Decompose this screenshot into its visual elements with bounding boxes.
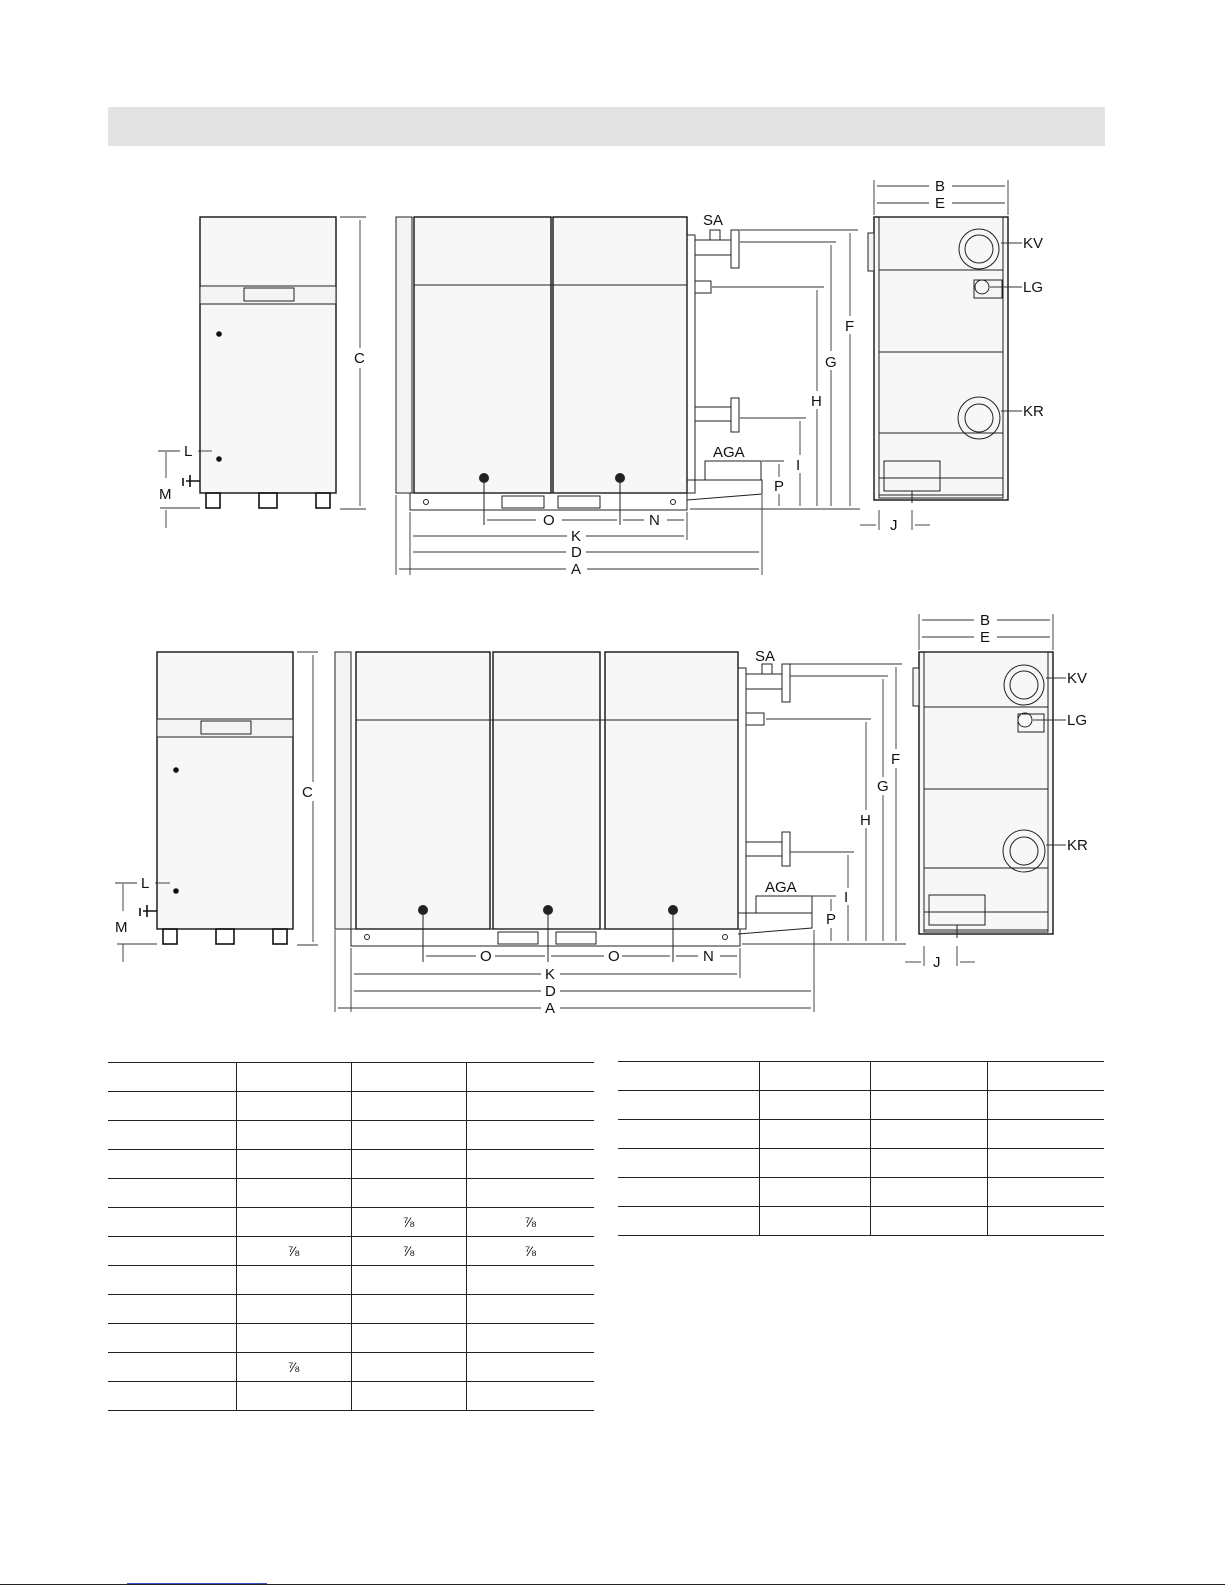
table-cell (870, 1178, 987, 1207)
dim-label: KR (1067, 837, 1088, 854)
dim-label: K (545, 966, 556, 983)
table-cell (987, 1120, 1104, 1149)
table-cell (108, 1179, 236, 1208)
table-row (108, 1324, 594, 1353)
dim-label: C (302, 784, 313, 801)
table-row (108, 1353, 594, 1382)
dim-label: H (811, 393, 822, 410)
table-cell (236, 1266, 351, 1295)
table-cell (466, 1121, 594, 1150)
table-cell (236, 1092, 351, 1121)
dim-label: AGA (765, 879, 797, 896)
table-cell: ⅞ (236, 1237, 351, 1266)
table-cell (870, 1062, 987, 1091)
table-cell (466, 1295, 594, 1324)
dim-label: L (184, 443, 193, 460)
dim-label: LG (1067, 712, 1088, 729)
table-cell (870, 1207, 987, 1236)
dim-label: M (159, 486, 172, 503)
table-row (618, 1149, 1104, 1178)
table-cell (351, 1266, 466, 1295)
dim-label: P (774, 478, 785, 495)
table-cell: ⅞ (236, 1353, 351, 1382)
table-cell (236, 1382, 351, 1411)
table-cell (987, 1062, 1104, 1091)
dim-label: N (703, 948, 714, 965)
table-row (108, 1266, 594, 1295)
table-cell (618, 1120, 759, 1149)
dim-label: A (571, 561, 582, 578)
dim-label: F (891, 751, 901, 768)
dim-label: O (480, 948, 492, 965)
table-cell (618, 1149, 759, 1178)
table-cell (236, 1063, 351, 1092)
table-row (108, 1179, 594, 1208)
dim-label: KV (1067, 670, 1088, 687)
table-cell (108, 1237, 236, 1266)
dim-label: M (115, 919, 128, 936)
table-row (618, 1178, 1104, 1207)
dim-label: E (935, 195, 946, 212)
dim-label: O (543, 512, 555, 529)
bottom-front-view (335, 652, 906, 1012)
table-row (618, 1062, 1104, 1091)
dim-label: D (571, 544, 582, 561)
dim-label: P (826, 911, 837, 928)
table-cell (236, 1295, 351, 1324)
table-cell (236, 1208, 351, 1237)
dim-label: B (935, 178, 946, 195)
table-cell (759, 1062, 870, 1091)
dim-label: SA (755, 648, 776, 665)
table-cell (351, 1150, 466, 1179)
top-rear-view (860, 180, 1022, 530)
table-cell (618, 1091, 759, 1120)
table-cell (351, 1092, 466, 1121)
table-cell (759, 1149, 870, 1178)
top-assembly (158, 178, 1044, 578)
table-cell (108, 1295, 236, 1324)
table-cell (466, 1353, 594, 1382)
table-cell (351, 1353, 466, 1382)
table-cell (351, 1179, 466, 1208)
table-row (618, 1091, 1104, 1120)
table-cell (351, 1382, 466, 1411)
table-row (108, 1237, 594, 1266)
table-cell (870, 1149, 987, 1178)
bottom-assembly (115, 612, 1088, 1017)
table-cell (466, 1382, 594, 1411)
table-cell (987, 1091, 1104, 1120)
dim-label: K (571, 528, 582, 545)
table-row (618, 1120, 1104, 1149)
dim-label: L (141, 875, 150, 892)
table-cell: ⅞ (466, 1208, 594, 1237)
table-cell (618, 1062, 759, 1091)
table-cell (108, 1150, 236, 1179)
table-cell (108, 1063, 236, 1092)
table-cell (466, 1150, 594, 1179)
table-body (108, 1063, 594, 1411)
top-front-view (396, 217, 860, 575)
table-row (108, 1092, 594, 1121)
dim-label: H (860, 812, 871, 829)
table-cell (108, 1266, 236, 1295)
dim-label: E (980, 629, 991, 646)
dim-label: G (877, 778, 889, 795)
table-cell (759, 1120, 870, 1149)
table-body (618, 1062, 1104, 1236)
table-row (108, 1063, 594, 1092)
dim-label: O (608, 948, 620, 965)
dim-label: N (649, 512, 660, 529)
table-cell (236, 1179, 351, 1208)
table-row (108, 1121, 594, 1150)
table-row (108, 1150, 594, 1179)
table-cell (618, 1207, 759, 1236)
table-cell (351, 1295, 466, 1324)
dimension-table-right (618, 1061, 1104, 1236)
table-row (108, 1208, 594, 1237)
table-cell (759, 1091, 870, 1120)
table-cell (870, 1120, 987, 1149)
table-cell (108, 1121, 236, 1150)
table-row (108, 1382, 594, 1411)
dim-label: LG (1023, 279, 1044, 296)
table-cell (351, 1324, 466, 1353)
table-cell (987, 1207, 1104, 1236)
table-row (618, 1207, 1104, 1236)
table-cell (987, 1149, 1104, 1178)
table-cell (466, 1092, 594, 1121)
table-cell (759, 1207, 870, 1236)
dim-label: D (545, 983, 556, 1000)
table-cell (987, 1178, 1104, 1207)
table-cell (466, 1324, 594, 1353)
table-cell (466, 1179, 594, 1208)
table-cell (759, 1178, 870, 1207)
dim-label: AGA (713, 444, 745, 461)
bottom-side-view (115, 652, 318, 962)
dim-label: J (933, 954, 941, 971)
dim-label: SA (703, 212, 724, 229)
table-cell (466, 1063, 594, 1092)
table-cell (236, 1324, 351, 1353)
table-cell (870, 1091, 987, 1120)
table-cell (351, 1121, 466, 1150)
table-cell (108, 1353, 236, 1382)
bottom-rear-view (905, 614, 1066, 966)
dim-label: I (844, 889, 849, 906)
table-row (108, 1295, 594, 1324)
table-cell: ⅞ (466, 1237, 594, 1266)
top-side-view (158, 217, 366, 528)
dim-label: I (796, 457, 801, 474)
table-cell (108, 1324, 236, 1353)
dim-label: F (845, 318, 855, 335)
table-cell: ⅞ (351, 1237, 466, 1266)
table-cell: ⅞ (351, 1208, 466, 1237)
dim-label: J (890, 517, 898, 534)
table-cell (236, 1121, 351, 1150)
table-cell (236, 1150, 351, 1179)
table-cell (108, 1208, 236, 1237)
table-cell (108, 1382, 236, 1411)
dim-label: KR (1023, 403, 1044, 420)
table-cell (466, 1266, 594, 1295)
dim-label: KV (1023, 235, 1044, 252)
dim-label: A (545, 1000, 556, 1017)
table-cell (108, 1092, 236, 1121)
dim-label: C (354, 350, 365, 367)
table-cell (618, 1178, 759, 1207)
dim-label: B (980, 612, 991, 629)
dim-label: G (825, 354, 837, 371)
table-cell (351, 1063, 466, 1092)
dimension-table-left (108, 1062, 594, 1411)
